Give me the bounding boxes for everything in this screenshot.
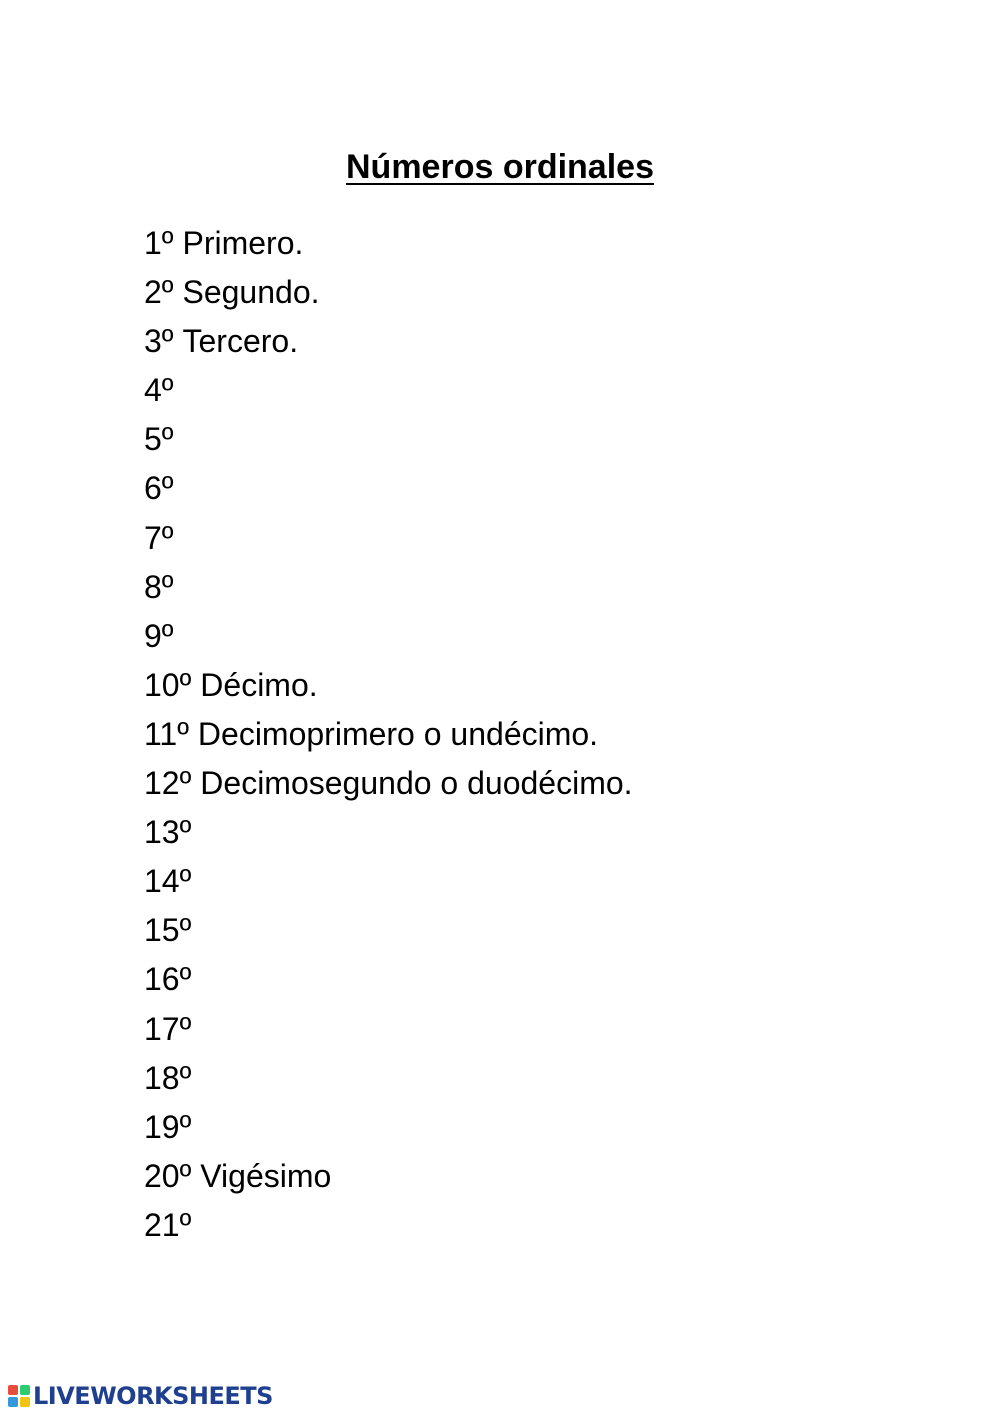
ordinal-item	[144, 514, 633, 563]
logo-square-2	[20, 1385, 30, 1395]
ordinal-word: Decimoprimero o undécimo.	[197, 715, 599, 752]
ordinal-item	[144, 857, 633, 906]
ordinal-number: 18º	[144, 1059, 192, 1096]
ordinal-number: 8º	[144, 568, 174, 605]
ordinal-word: Tercero.	[182, 323, 299, 360]
ordinal-word: Décimo.	[200, 666, 318, 703]
ordinal-number: 11º	[144, 715, 189, 752]
ordinal-item	[144, 612, 633, 661]
ordinal-item	[144, 415, 633, 464]
logo-square-4	[20, 1397, 30, 1407]
ordinal-item	[144, 464, 633, 513]
ordinal-number: 13º	[144, 814, 192, 851]
ordinal-item	[144, 1201, 633, 1250]
ordinal-item	[144, 317, 633, 366]
ordinal-number: 15º	[144, 912, 192, 949]
logo-mark-icon	[8, 1385, 30, 1407]
ordinal-number: 14º	[144, 863, 192, 900]
ordinal-number: 4º	[144, 372, 174, 409]
ordinal-item	[144, 268, 633, 317]
ordinal-item	[144, 1152, 633, 1201]
ordinal-number: 3º	[144, 323, 174, 360]
ordinal-number: 9º	[144, 617, 174, 654]
logo-square-1	[8, 1385, 18, 1395]
ordinal-number: 10º	[144, 666, 192, 703]
ordinal-number: 16º	[144, 961, 192, 998]
ordinal-item	[144, 563, 633, 612]
ordinal-item	[144, 808, 633, 857]
ordinal-number: 1º	[144, 225, 174, 261]
ordinal-number: 7º	[144, 519, 174, 556]
page-title: Números ordinales	[346, 147, 654, 186]
ordinal-number: 17º	[144, 1010, 192, 1047]
ordinal-item	[144, 710, 633, 759]
ordinal-item	[144, 366, 633, 415]
ordinal-item	[144, 661, 633, 710]
ordinal-number: 20º	[144, 1157, 192, 1194]
liveworksheets-logo	[8, 1381, 273, 1411]
ordinal-number: 21º	[144, 1206, 192, 1243]
ordinal-item	[144, 955, 633, 1004]
brand-name: LIVEWORKSHEETS	[33, 1382, 273, 1410]
ordinal-item	[144, 1005, 633, 1054]
ordinal-number: 12º	[144, 765, 192, 802]
logo-square-3	[8, 1397, 18, 1407]
ordinal-word: Segundo.	[182, 274, 320, 311]
ordinal-item	[144, 906, 633, 955]
ordinal-item	[144, 759, 633, 808]
ordinal-list	[144, 219, 633, 1250]
ordinal-number: 19º	[144, 1108, 192, 1145]
ordinal-word: Vigésimo	[200, 1157, 332, 1194]
ordinal-word: Decimosegundo o duodécimo.	[200, 765, 633, 802]
ordinal-item	[144, 1054, 633, 1103]
ordinal-item	[144, 1103, 633, 1152]
ordinal-number: 6º	[144, 470, 174, 507]
ordinal-item	[144, 219, 633, 268]
ordinal-word: Primero.	[182, 225, 304, 261]
ordinal-number: 2º	[144, 274, 174, 311]
ordinal-number: 5º	[144, 421, 174, 458]
